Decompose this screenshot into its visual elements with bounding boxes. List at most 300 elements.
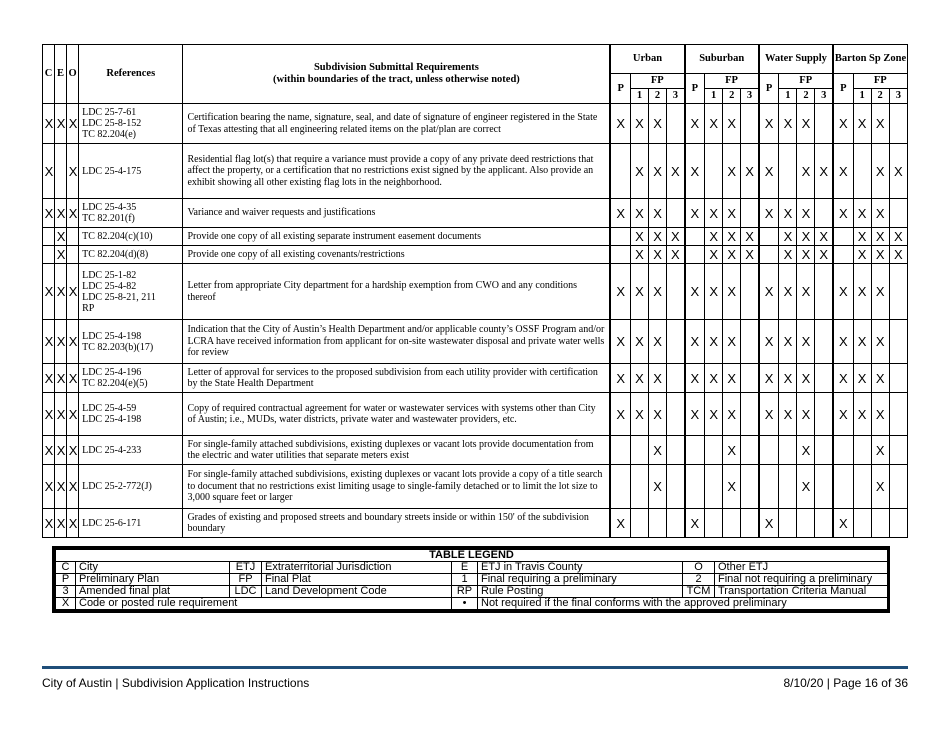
legend-code: X: [56, 598, 76, 610]
legend-text: Preliminary Plan: [76, 574, 230, 586]
group-barton-header: Barton Sp Zone: [833, 45, 907, 74]
cell-mark: [779, 144, 797, 199]
legend-bullet-icon: •: [452, 598, 478, 610]
cell-mark: [759, 228, 779, 246]
cell-c: X: [43, 393, 55, 436]
cell-mark: X: [853, 104, 871, 144]
cell-mark: X: [630, 144, 648, 199]
cell-mark: X: [853, 228, 871, 246]
cell-o: X: [67, 393, 79, 436]
cell-c: [43, 246, 55, 264]
cell-mark: [889, 364, 907, 393]
cell-o: X: [67, 264, 79, 320]
reference-line: LDC 25-8-152: [82, 118, 142, 129]
legend-text: City: [76, 562, 230, 574]
cell-mark: [667, 104, 685, 144]
cell-references: [79, 246, 183, 264]
col-c-header: C: [43, 45, 55, 104]
cell-mark: X: [853, 199, 871, 228]
cell-mark: X: [723, 465, 741, 509]
suburban-fp-2: 2: [723, 89, 741, 104]
cell-mark: [815, 436, 833, 465]
reference-line: LDC 25-4-82: [82, 280, 137, 292]
cell-mark: [667, 436, 685, 465]
cell-mark: X: [610, 104, 630, 144]
cell-c: X: [43, 436, 55, 465]
cell-e: X: [55, 228, 67, 246]
cell-mark: [833, 436, 853, 465]
legend-text: Final Plat: [262, 574, 452, 586]
cell-mark: [853, 144, 871, 199]
cell-mark: [741, 199, 759, 228]
table-header: [43, 45, 908, 104]
cell-mark: X: [667, 228, 685, 246]
cell-mark: X: [759, 264, 779, 320]
cell-mark: X: [759, 509, 779, 538]
cell-mark: X: [833, 364, 853, 393]
cell-mark: X: [853, 264, 871, 320]
cell-mark: X: [685, 509, 705, 538]
cell-mark: X: [705, 228, 723, 246]
cell-mark: [741, 320, 759, 364]
urban-p-header: P: [610, 74, 630, 104]
cell-mark: X: [723, 246, 741, 264]
cell-mark: [685, 228, 705, 246]
reference-line: LDC 25-4-198: [82, 330, 142, 342]
cell-mark: [759, 436, 779, 465]
cell-mark: X: [649, 199, 667, 228]
cell-mark: X: [833, 320, 853, 364]
cell-mark: [667, 199, 685, 228]
cell-mark: X: [779, 104, 797, 144]
cell-references: [79, 320, 183, 364]
cell-references: [79, 264, 183, 320]
cell-mark: X: [630, 228, 648, 246]
cell-mark: [610, 228, 630, 246]
cell-mark: X: [871, 436, 889, 465]
cell-mark: [779, 509, 797, 538]
cell-c: X: [43, 465, 55, 509]
cell-mark: [685, 436, 705, 465]
cell-mark: X: [685, 104, 705, 144]
cell-e: X: [55, 465, 67, 509]
urban-fp-2: 2: [649, 89, 667, 104]
cell-mark: [667, 320, 685, 364]
cell-mark: [889, 393, 907, 436]
cell-mark: X: [779, 264, 797, 320]
barton-fp-1: 1: [853, 89, 871, 104]
cell-mark: X: [630, 246, 648, 264]
cell-mark: [759, 465, 779, 509]
legend-code: ETJ: [230, 562, 262, 574]
cell-mark: X: [833, 393, 853, 436]
reference-line: RP: [82, 302, 95, 314]
cell-c: X: [43, 199, 55, 228]
water-fp-2: 2: [797, 89, 815, 104]
cell-e: X: [55, 104, 67, 144]
footer-title: City of Austin | Subdivision Application Instructions: [42, 676, 310, 690]
cell-mark: X: [815, 228, 833, 246]
cell-mark: X: [833, 104, 853, 144]
cell-mark: X: [649, 246, 667, 264]
cell-mark: X: [705, 364, 723, 393]
legend-text: Transportation Criteria Manual: [715, 586, 888, 598]
cell-mark: X: [610, 393, 630, 436]
cell-mark: X: [779, 246, 797, 264]
cell-mark: [815, 199, 833, 228]
footer-page-info: 8/10/20 | Page 16 of 36: [783, 676, 908, 690]
cell-mark: [833, 465, 853, 509]
cell-mark: [667, 465, 685, 509]
cell-mark: X: [705, 199, 723, 228]
cell-o: [67, 228, 79, 246]
cell-mark: [685, 246, 705, 264]
reference-line: LDC 25-7-61: [82, 107, 137, 118]
table-legend: [52, 546, 890, 613]
legend-rows: [56, 562, 888, 610]
cell-requirement: For single-family attached subdivisions, existing duplexes or vacant lots provide documentation from the electric and water utilities that separate meters exist: [183, 436, 610, 465]
cell-mark: X: [853, 246, 871, 264]
cell-mark: X: [833, 509, 853, 538]
table-row: [43, 436, 908, 465]
legend-text: Final not requiring a preliminary: [715, 574, 888, 586]
cell-mark: X: [779, 199, 797, 228]
group-water-supply-header: Water Supply: [759, 45, 833, 74]
cell-mark: [853, 509, 871, 538]
cell-e: X: [55, 509, 67, 538]
cell-mark: X: [685, 264, 705, 320]
table-row: [43, 364, 908, 393]
cell-o: X: [67, 465, 79, 509]
cell-mark: X: [871, 246, 889, 264]
legend-code: FP: [230, 574, 262, 586]
cell-mark: [610, 465, 630, 509]
cell-c: X: [43, 320, 55, 364]
cell-e: X: [55, 320, 67, 364]
table-row: [43, 465, 908, 509]
reference-line: LDC 25-4-175: [82, 165, 142, 177]
reference-line: TC 82.204(e)(5): [82, 378, 148, 389]
cell-requirement: For single-family attached subdivisions, existing duplexes or vacant lots provide a copy of a title search to document that no restrictions exist limiting usage to single-family detached or to limit the lot size to 3,000 square feet or larger: [183, 465, 610, 509]
cell-references: [79, 144, 183, 199]
cell-references: [79, 465, 183, 509]
legend-text: Land Development Code: [262, 586, 452, 598]
cell-mark: X: [759, 104, 779, 144]
cell-mark: [649, 509, 667, 538]
barton-fp-2: 2: [871, 89, 889, 104]
cell-mark: X: [610, 509, 630, 538]
cell-mark: [889, 509, 907, 538]
cell-mark: X: [797, 264, 815, 320]
cell-mark: X: [797, 144, 815, 199]
cell-mark: X: [630, 199, 648, 228]
cell-references: [79, 228, 183, 246]
cell-mark: [667, 393, 685, 436]
reference-line: LDC 25-1-82: [82, 269, 137, 281]
reference-line: LDC 25-2-772(J): [82, 481, 152, 492]
cell-e: X: [55, 264, 67, 320]
cell-mark: X: [649, 320, 667, 364]
cell-mark: X: [871, 104, 889, 144]
cell-mark: X: [630, 104, 648, 144]
cell-mark: X: [723, 144, 741, 199]
cell-requirement: Copy of required contractual agreement for water or wastewater services with systems other than City of Austin; i.e., MUDs, water districts, private water and wastewater providers, etc.: [183, 393, 610, 436]
cell-mark: X: [610, 320, 630, 364]
cell-mark: X: [649, 436, 667, 465]
legend-code: RP: [452, 586, 478, 598]
cell-mark: X: [723, 364, 741, 393]
cell-mark: X: [871, 364, 889, 393]
cell-mark: X: [871, 393, 889, 436]
table-row: [43, 509, 908, 538]
cell-mark: [889, 104, 907, 144]
cell-mark: [610, 144, 630, 199]
cell-mark: X: [889, 246, 907, 264]
cell-mark: [741, 509, 759, 538]
cell-mark: [889, 320, 907, 364]
cell-mark: X: [630, 364, 648, 393]
references-header: References: [79, 45, 183, 104]
legend-text: ETJ in Travis County: [478, 562, 683, 574]
reference-line: LDC 25-4-233: [82, 444, 142, 456]
cell-requirement: Provide one copy of all existing covenants/restrictions: [183, 246, 610, 264]
footer-rule: [42, 666, 908, 669]
cell-mark: [889, 199, 907, 228]
cell-mark: X: [667, 246, 685, 264]
cell-mark: X: [705, 104, 723, 144]
legend-code: 3: [56, 586, 76, 598]
table-row: [43, 228, 908, 246]
legend-row: [56, 574, 888, 586]
reference-line: LDC 25-4-35: [82, 202, 137, 213]
cell-mark: X: [685, 364, 705, 393]
cell-mark: X: [649, 104, 667, 144]
cell-mark: [741, 104, 759, 144]
cell-mark: [833, 246, 853, 264]
requirements-subtitle: (within boundaries of the tract, unless otherwise noted): [273, 74, 520, 85]
cell-mark: X: [759, 144, 779, 199]
cell-mark: [685, 465, 705, 509]
requirements-table: [42, 44, 908, 538]
cell-mark: X: [610, 364, 630, 393]
water-fp-3: 3: [815, 89, 833, 104]
cell-mark: X: [853, 364, 871, 393]
cell-mark: X: [889, 228, 907, 246]
cell-mark: X: [649, 364, 667, 393]
cell-mark: X: [797, 436, 815, 465]
cell-mark: X: [797, 228, 815, 246]
cell-o: X: [67, 104, 79, 144]
cell-mark: X: [833, 199, 853, 228]
suburban-p-header: P: [685, 74, 705, 104]
cell-mark: X: [759, 393, 779, 436]
cell-mark: X: [871, 144, 889, 199]
cell-mark: X: [779, 228, 797, 246]
cell-mark: X: [759, 199, 779, 228]
cell-mark: X: [630, 264, 648, 320]
group-suburban-header: Suburban: [685, 45, 759, 74]
table-row: [43, 246, 908, 264]
cell-mark: X: [685, 320, 705, 364]
table-body: [43, 104, 908, 538]
cell-mark: X: [649, 228, 667, 246]
cell-mark: X: [759, 320, 779, 364]
cell-mark: X: [685, 393, 705, 436]
cell-mark: [741, 264, 759, 320]
cell-mark: [871, 509, 889, 538]
cell-mark: [630, 436, 648, 465]
cell-mark: [667, 264, 685, 320]
suburban-fp-3: 3: [741, 89, 759, 104]
cell-references: [79, 393, 183, 436]
cell-mark: X: [797, 393, 815, 436]
cell-mark: [667, 364, 685, 393]
barton-p-header: P: [833, 74, 853, 104]
cell-requirement: Grades of existing and proposed streets and boundary streets inside or within 150' of the subdivision boundary: [183, 509, 610, 538]
cell-references: [79, 509, 183, 538]
legend-code: C: [56, 562, 76, 574]
suburban-fp-1: 1: [705, 89, 723, 104]
cell-mark: X: [815, 144, 833, 199]
reference-line: TC 82.204(c)(10): [82, 231, 153, 242]
legend-code: TCM: [683, 586, 715, 598]
urban-fp-header: FP: [630, 74, 684, 89]
cell-requirement: Letter of approval for services to the proposed subdivision from each utility provider with certification by the State Health Department: [183, 364, 610, 393]
cell-mark: X: [759, 364, 779, 393]
cell-mark: X: [797, 320, 815, 364]
cell-o: X: [67, 364, 79, 393]
cell-mark: [815, 393, 833, 436]
cell-mark: X: [797, 465, 815, 509]
cell-requirement: Variance and waiver requests and justifications: [183, 199, 610, 228]
water-fp-1: 1: [779, 89, 797, 104]
group-urban-header: Urban: [610, 45, 684, 74]
legend-code: LDC: [230, 586, 262, 598]
cell-mark: [815, 364, 833, 393]
cell-mark: [815, 509, 833, 538]
legend-text: Not required if the final conforms with the approved preliminary: [478, 598, 888, 610]
cell-mark: [779, 465, 797, 509]
cell-mark: X: [705, 393, 723, 436]
cell-mark: X: [723, 228, 741, 246]
cell-mark: X: [797, 364, 815, 393]
legend-code: 1: [452, 574, 478, 586]
cell-c: X: [43, 144, 55, 199]
cell-mark: X: [779, 364, 797, 393]
cell-mark: [889, 436, 907, 465]
col-o-header: O: [67, 45, 79, 104]
urban-fp-3: 3: [667, 89, 685, 104]
cell-mark: X: [779, 393, 797, 436]
cell-mark: X: [815, 246, 833, 264]
cell-e: X: [55, 364, 67, 393]
legend-text: Extraterritorial Jurisdiction: [262, 562, 452, 574]
cell-mark: [815, 465, 833, 509]
cell-mark: [741, 393, 759, 436]
cell-mark: [815, 264, 833, 320]
cell-mark: [779, 436, 797, 465]
cell-mark: [815, 320, 833, 364]
cell-e: X: [55, 199, 67, 228]
cell-requirement: Residential flag lot(s) that require a variance must provide a copy of any private deed restrictions that affect the property, or a certification that no restrictions exist signed by the applicant. Also provide an exhibit showing all other existing flag lots in the neighborhood.: [183, 144, 610, 199]
cell-mark: X: [779, 320, 797, 364]
cell-references: [79, 364, 183, 393]
cell-mark: [889, 264, 907, 320]
cell-mark: [759, 246, 779, 264]
legend-text: Code or posted rule requirement: [76, 598, 452, 610]
cell-o: X: [67, 199, 79, 228]
cell-mark: X: [667, 144, 685, 199]
cell-o: X: [67, 144, 79, 199]
cell-mark: X: [871, 228, 889, 246]
cell-mark: X: [630, 320, 648, 364]
cell-mark: [705, 436, 723, 465]
legend-row: [56, 562, 888, 574]
cell-mark: X: [741, 246, 759, 264]
legend-row: [56, 586, 888, 598]
cell-o: [67, 246, 79, 264]
barton-fp-3: 3: [889, 89, 907, 104]
cell-mark: [610, 436, 630, 465]
legend-code: O: [683, 562, 715, 574]
table-row: [43, 264, 908, 320]
cell-c: X: [43, 264, 55, 320]
legend-code: E: [452, 562, 478, 574]
cell-mark: [741, 465, 759, 509]
reference-line: LDC 25-4-198: [82, 414, 142, 425]
reference-line: TC 82.203(b)(17): [82, 341, 154, 353]
cell-mark: X: [871, 320, 889, 364]
suburban-fp-header: FP: [705, 74, 759, 89]
col-e-header: E: [55, 45, 67, 104]
cell-mark: [667, 509, 685, 538]
cell-mark: X: [685, 199, 705, 228]
cell-mark: X: [649, 144, 667, 199]
table-row: [43, 199, 908, 228]
reference-line: LDC 25-8-21, 211: [82, 291, 156, 303]
cell-e: [55, 144, 67, 199]
cell-e: X: [55, 393, 67, 436]
legend-code: 2: [683, 574, 715, 586]
table-row: [43, 320, 908, 364]
legend-text: Final requiring a preliminary: [478, 574, 683, 586]
cell-references: [79, 436, 183, 465]
reference-line: LDC 25-4-59: [82, 403, 137, 414]
cell-c: X: [43, 509, 55, 538]
water-fp-header: FP: [779, 74, 833, 89]
legend-text: Other ETJ: [715, 562, 888, 574]
legend-title: TABLE LEGEND: [56, 550, 888, 562]
cell-mark: X: [649, 465, 667, 509]
cell-o: X: [67, 320, 79, 364]
cell-mark: [705, 509, 723, 538]
cell-mark: X: [705, 320, 723, 364]
cell-mark: X: [853, 393, 871, 436]
cell-mark: X: [853, 320, 871, 364]
urban-fp-1: 1: [630, 89, 648, 104]
legend-text: Amended final plat: [76, 586, 230, 598]
cell-mark: X: [833, 264, 853, 320]
cell-mark: X: [705, 264, 723, 320]
requirements-header: [183, 45, 610, 104]
cell-requirement: Provide one copy of all existing separate instrument easement documents: [183, 228, 610, 246]
cell-mark: [630, 509, 648, 538]
cell-mark: [723, 509, 741, 538]
cell-o: X: [67, 436, 79, 465]
barton-fp-header: FP: [853, 74, 907, 89]
cell-mark: [705, 144, 723, 199]
cell-mark: [797, 509, 815, 538]
